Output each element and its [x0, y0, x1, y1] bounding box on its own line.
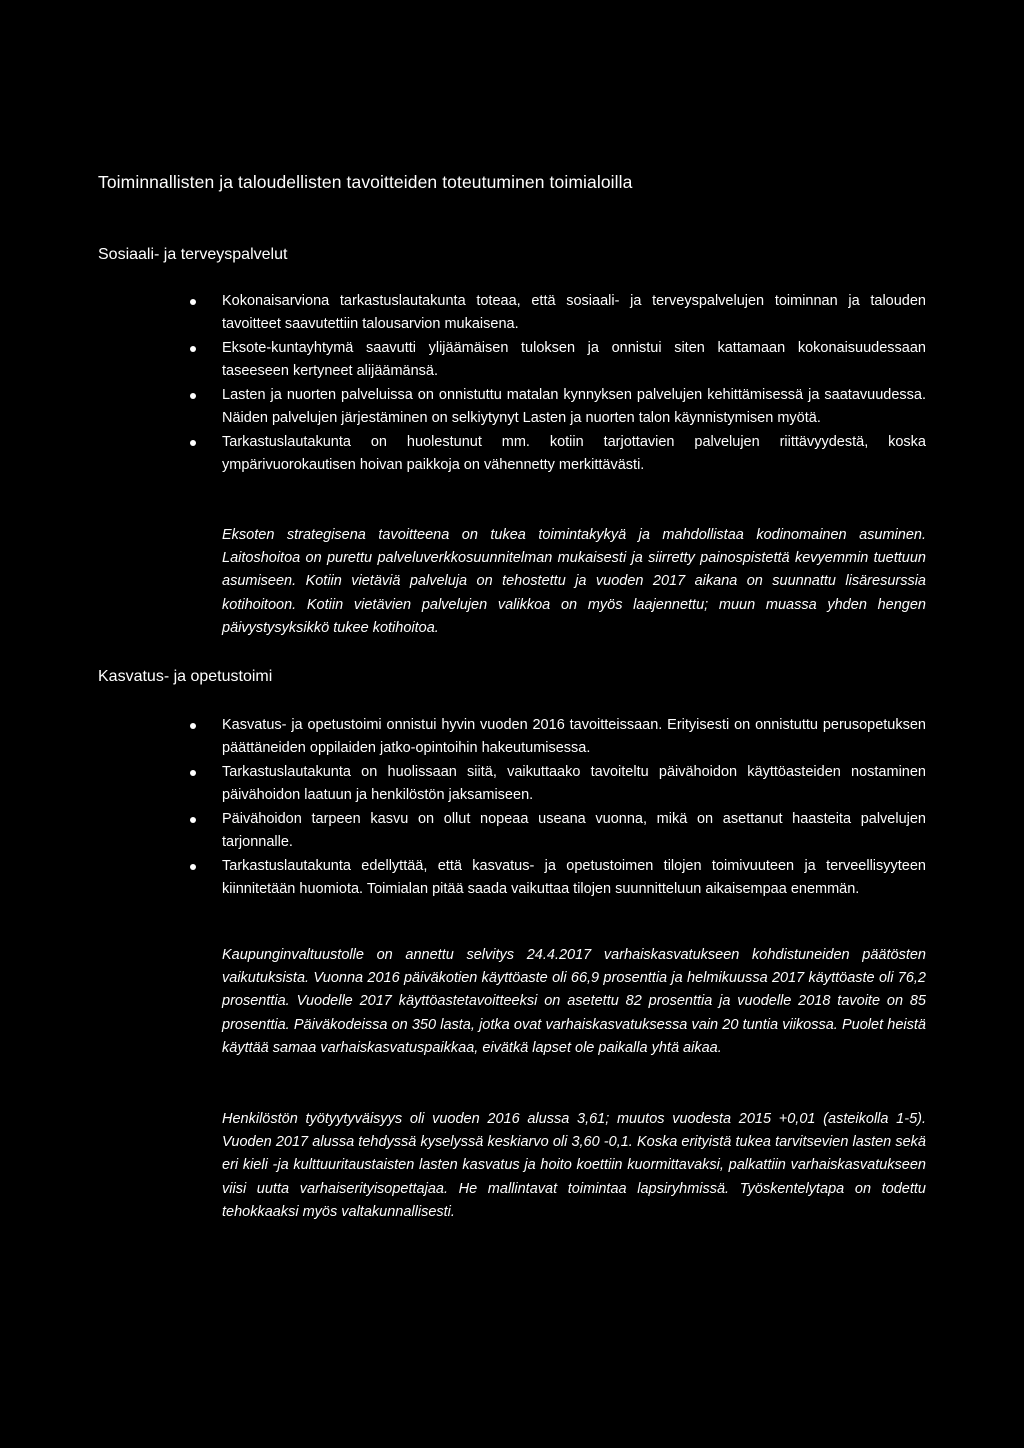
- list-item-text: Tarkastuslautakunta on huolissaan siitä, vaikuttaako tavoiteltu päivähoidon käyttöasteiden nostaminen päivähoidon laatuun ja henkilöstön jaksamiseen.: [222, 764, 926, 803]
- sosiaali-bullet-list: [222, 290, 926, 478]
- bullet-icon: [190, 723, 196, 729]
- bullet-icon: [190, 440, 196, 446]
- list-item: [222, 808, 926, 854]
- list-item-text: Tarkastuslautakunta on huolestunut mm. kotiin tarjottavien palvelujen riittävyydestä, koska ympärivuorokautisen hoivan paikkoja on vähennetty merkittävästi.: [222, 434, 926, 473]
- bullet-icon: [190, 770, 196, 776]
- list-item: [222, 431, 926, 477]
- kasvatus-note-2: Henkilöstön työtyytyväisyys oli vuoden 2016 alussa 3,61; muutos vuodesta 2015 +0,01 (asteikolla 1-5). Vuoden 2017 alussa tehdyssä kyselyssä keskiarvo oli 3,60 -0,1. Koska erityistä tukea tarvitsevien lasten sekä eri kieli -ja kulttuuritaustaisten lasten kasvatus ja hoito koettiin kuormittavaksi, palkattiin varhaiskasvatukseen viisi uutta varhaiserityisopettajaa. He mallintavat toimintaa lapsiryhmissä. Työskentelytapa on todettu tehokkaaksi myös valtakunnallisesti.: [222, 1111, 926, 1220]
- section-heading-sosiaali: Sosiaali- ja terveyspalvelut: [98, 246, 288, 263]
- list-item-text: Lasten ja nuorten palveluissa on onnistuttu matalan kynnyksen palvelujen kehittämisessä ja saatavuudessa. Näiden palvelujen järjestäminen on selkiytynyt Lasten ja nuorten talon käynnistymisen myötä.: [222, 387, 926, 426]
- list-item-text: Tarkastuslautakunta edellyttää, että kasvatus- ja opetustoimen tilojen toimivuuteen ja terveellisyyteen kiinnitetään huomiota. Toimialan pitää saada vaikuttaa tilojen suunnitteluun aikaisempaa enemmän.: [222, 858, 926, 897]
- sosiaali-note: Eksoten strategisena tavoitteena on tukea toimintakykyä ja mahdollistaa kodinomainen asuminen. Laitoshoitoa on purettu palveluverkkosuunnitelman mukaisesti ja siirretty painospistettä kevyemmin tuettuun asumiseen. Kotiin vietäviä palveluja on tehostettu ja vuoden 2017 aikana on suunnattu lisäresurssia kotihoitoon. Kotiin vietävien palvelujen valikkoa on myös laajennettu; muun muassa yhden hengen päivystysyksikkö tukee kotihoitoa.: [222, 527, 926, 636]
- list-item: [222, 384, 926, 430]
- kasvatus-bullet-list: [222, 714, 926, 902]
- document-title: Toiminnallisten ja taloudellisten tavoitteiden toteutuminen toimialoilla: [98, 172, 633, 192]
- list-item: [222, 714, 926, 760]
- bullet-icon: [190, 299, 196, 305]
- list-item-text: Kasvatus- ja opetustoimi onnistui hyvin vuoden 2016 tavoitteissaan. Erityisesti on onnistuttu perusopetuksen päättäneiden oppilaiden jatko-opintoihin hakeutumisessa.: [222, 717, 926, 756]
- section-heading-kasvatus: Kasvatus- ja opetustoimi: [98, 668, 273, 685]
- kasvatus-note-1: Kaupunginvaltuustolle on annettu selvitys 24.4.2017 varhaiskasvatukseen kohdistuneiden päätösten vaikutuksista. Vuonna 2016 päiväkotien käyttöaste oli 66,9 prosenttia ja helmikuussa 2017 käyttöaste oli 76,2 prosenttia. Vuodelle 2017 käyttöastetavoitteeksi on asetettu 82 prosenttia ja vuodelle 2018 tavoite on 85 prosenttia. Päiväkodeissa on 350 lasta, jotka ovat varhaiskasvatuksessa vain 20 tuntia viikossa. Puolet heistä käyttää samaa varhaiskasvatuspaikkaa, eivätkä lapset ole paikalla yhtä aikaa.: [222, 947, 926, 1056]
- bullet-icon: [190, 817, 196, 823]
- bullet-icon: [190, 393, 196, 399]
- list-item: [222, 855, 926, 901]
- list-item-text: Eksote-kuntayhtymä saavutti ylijäämäisen tuloksen ja onnistui siten kattamaan kokonaisuudessaan taseeseen kertyneet alijäämänsä.: [222, 340, 926, 379]
- bullet-icon: [190, 346, 196, 352]
- list-item: [222, 337, 926, 383]
- list-item-text: Päivähoidon tarpeen kasvu on ollut nopeaa useana vuonna, mikä on asettanut haasteita palvelujen tarjonnalle.: [222, 811, 926, 850]
- bullet-icon: [190, 864, 196, 870]
- list-item: [222, 761, 926, 807]
- list-item: [222, 290, 926, 336]
- list-item-text: Kokonaisarviona tarkastuslautakunta toteaa, että sosiaali- ja terveyspalvelujen toiminnan ja talouden tavoitteet saavutettiin talousarvion mukaisena.: [222, 293, 926, 332]
